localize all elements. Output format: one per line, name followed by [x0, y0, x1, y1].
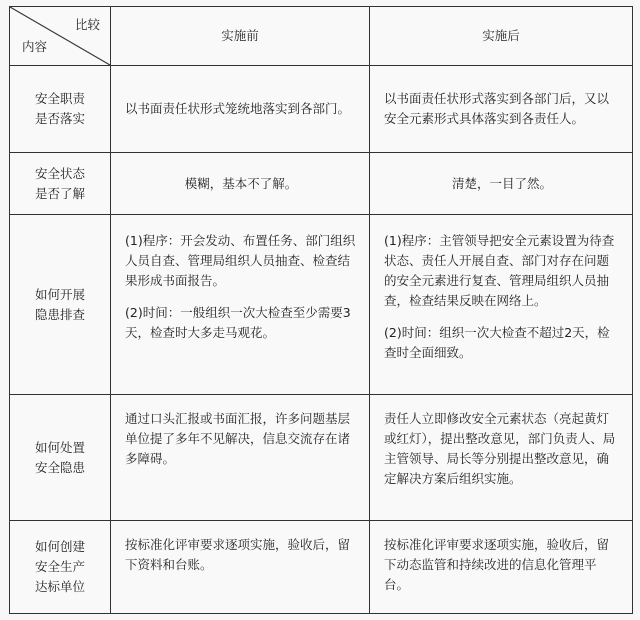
table-row	[10, 215, 633, 395]
diag-bottom-label: 内容	[22, 39, 48, 54]
row-label-line: 如何开展	[34, 286, 85, 302]
before-cell	[111, 395, 370, 521]
column-header-before: 实施前	[111, 7, 370, 66]
after-text: 以书面责任状形式落实到各部门后，又以安全元素形式具体落实到各责任人。	[384, 91, 610, 126]
before-text: (1)程序：开会发动、布置任务、部门组织人员自查、管理局组织人员抽查、检查结果形成书面报告。	[125, 233, 356, 288]
column-header-after: 实施后	[370, 7, 633, 66]
before-cell	[111, 215, 370, 395]
row-label	[10, 215, 111, 395]
diag-top-label: 比较	[74, 17, 100, 32]
row-label-line: 如何处置	[34, 439, 85, 455]
table-row	[10, 66, 633, 153]
row-label	[10, 395, 111, 521]
after-text: 责任人立即修改安全元素状态（亮起黄灯或红灯），提出整改意见，部门负责人、局主管领导、局长等分别提出整改意见，确定解决方案后组织实施。	[384, 411, 616, 486]
header-row	[10, 7, 633, 66]
row-label-line: 是否落实	[34, 111, 85, 126]
comparison-table	[9, 6, 633, 614]
before-text: 按标准化评审要求逐项实施，验收后，留下资料和台账。	[125, 537, 351, 572]
table-row	[10, 395, 633, 521]
before-cell	[111, 66, 370, 153]
diagonal-header-cell	[10, 7, 111, 66]
row-label-line: 是否了解	[34, 185, 85, 201]
before-cell	[111, 521, 370, 614]
row-label-line: 安全职责	[34, 91, 85, 106]
after-cell	[370, 215, 633, 395]
after-text: (2)时间：组织一次大检查不超过2天，检查时全面细致。	[384, 325, 610, 360]
row-label	[10, 66, 111, 153]
before-text: 以书面责任状形式笼统地落实到各部门。	[125, 101, 351, 116]
after-text: (1)程序：主管领导把安全元素设置为待查状态、责任人开展自查、部门对存在问题的安全元素进行复查、管理局组织人员抽查，检查结果反映在网络上。	[384, 233, 615, 308]
after-cell	[370, 153, 633, 215]
after-text: 清楚，一目了然。	[451, 175, 552, 191]
row-label	[10, 153, 111, 215]
row-label-line: 隐患排查	[34, 306, 85, 322]
row-label-line: 安全生产	[34, 559, 85, 574]
row-label-line: 达标单位	[34, 579, 85, 594]
row-label	[10, 521, 111, 614]
table-row	[10, 153, 633, 215]
after-cell	[370, 521, 633, 614]
row-label-line: 安全隐患	[34, 459, 85, 475]
before-text: 模糊，基本不了解。	[184, 175, 298, 191]
table-row	[10, 521, 633, 614]
before-text: (2)时间：一般组织一次大检查至少需要3天，检查时大多走马观花。	[125, 305, 351, 340]
after-text: 按标准化评审要求逐项实施，验收后，留下动态监管和持续改进的信息化管理平台。	[384, 537, 610, 592]
before-text: 通过口头汇报或书面汇报，许多问题基层单位提了多年不见解决，信息交流存在诸多障碍。	[125, 411, 351, 466]
row-label-line: 如何创建	[34, 539, 85, 554]
row-label-line: 安全状态	[34, 165, 85, 181]
after-cell	[370, 395, 633, 521]
comparison-table-wrapper	[9, 6, 632, 613]
after-cell	[370, 66, 633, 153]
before-cell	[111, 153, 370, 215]
